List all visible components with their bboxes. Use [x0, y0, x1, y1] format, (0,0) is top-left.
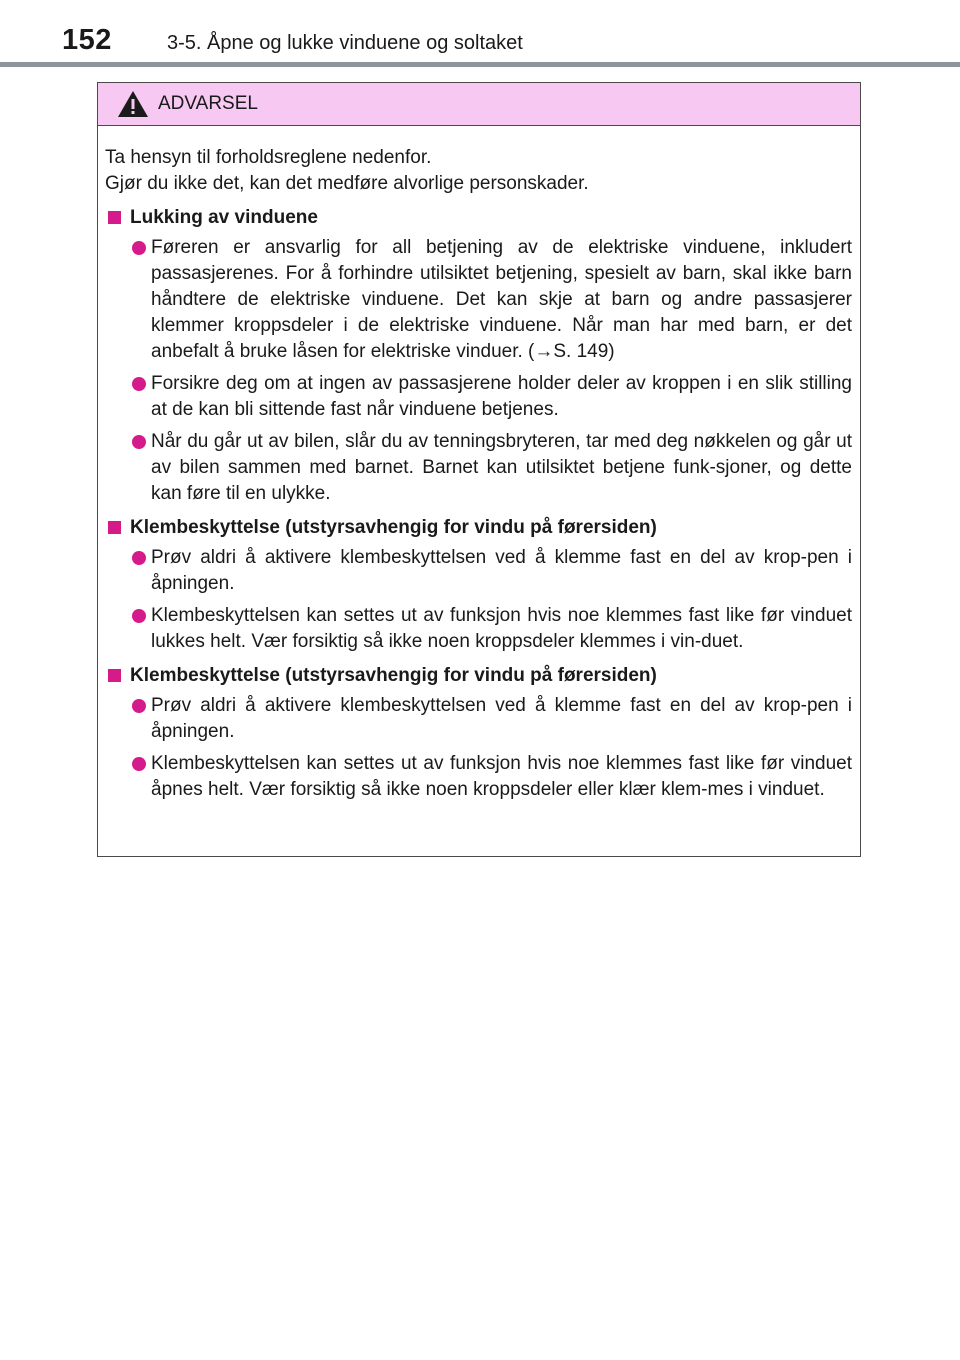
- circle-bullet-icon: [132, 699, 146, 713]
- circle-bullet-icon: [132, 757, 146, 771]
- list-item-text: Klembeskyttelsen kan settes ut av funksjon hvis noe klemmes fast like før vinduet åpnes helt. Vær forsiktig så ikke noen kroppsdeler eller klær klem-mes i vinduet.: [151, 753, 852, 800]
- page-header: [0, 0, 960, 70]
- section-heading: [105, 205, 852, 231]
- warning-box: [97, 82, 861, 857]
- section-jam-protection-opening: [105, 663, 852, 803]
- section-heading-text: Klembeskyttelse (utstyrsavhengig for vindu på førersiden): [130, 517, 657, 538]
- list-item: [105, 371, 852, 423]
- square-bullet-icon: [108, 211, 121, 224]
- warning-label: ADVARSEL: [158, 93, 258, 114]
- circle-bullet-icon: [132, 377, 146, 391]
- section-heading-text: Lukking av vinduene: [130, 207, 318, 228]
- circle-bullet-icon: [132, 551, 146, 565]
- list-item: [105, 429, 852, 507]
- circle-bullet-icon: [132, 435, 146, 449]
- warning-intro: [105, 145, 852, 197]
- list-item: [105, 603, 852, 655]
- list-item: [105, 235, 852, 365]
- warning-header: [98, 83, 860, 126]
- page-number: 152: [62, 24, 112, 56]
- list-item-text: Når du går ut av bilen, slår du av tenningsbryteren, tar med deg nøkkelen og går ut av bilen sammen med barnet. Barnet kan utilsiktet betjene funk-sjoner, og dette kan føre til en ulykke.: [151, 431, 852, 504]
- list-item-text: Forsikre deg om at ingen av passasjerene holder deler av kroppen i en slik stilling at de kan bli sittende fast når vinduene betjenes.: [151, 373, 852, 420]
- square-bullet-icon: [108, 669, 121, 682]
- section-heading-text: Klembeskyttelse (utstyrsavhengig for vindu på førersiden): [130, 665, 657, 686]
- list-item: [105, 751, 852, 803]
- intro-line: Ta hensyn til forholdsreglene nedenfor.: [105, 147, 432, 168]
- section-heading: [105, 515, 852, 541]
- square-bullet-icon: [108, 521, 121, 534]
- section-window-closing: [105, 205, 852, 507]
- warning-body: [98, 126, 860, 803]
- list-item: [105, 693, 852, 745]
- circle-bullet-icon: [132, 241, 146, 255]
- list-item: [105, 545, 852, 597]
- warning-triangle-icon: [116, 89, 150, 119]
- list-item-text: Klembeskyttelsen kan settes ut av funksjon hvis noe klemmes fast like før vinduet lukkes helt. Vær forsiktig så ikke noen kroppsdeler klemmes i vin-duet.: [151, 605, 852, 652]
- intro-line: Gjør du ikke det, kan det medføre alvorlige personskader.: [105, 173, 589, 194]
- circle-bullet-icon: [132, 609, 146, 623]
- list-item-text: Prøv aldri å aktivere klembeskyttelsen ved å klemme fast en del av krop-pen i åpningen.: [151, 547, 852, 594]
- section-heading: [105, 663, 852, 689]
- section-jam-protection-closing: [105, 515, 852, 655]
- list-item-text: Føreren er ansvarlig for all betjening av de elektriske vinduene, inkludert passasjerenes. For å forhindre utilsiktet betjening, spesielt av barn, skal ikke barn håndtere de elektriske vinduene. Det kan skje at barn og andre passasjerer klemmer kroppsdeler i de elektriske vinduene. Når man har med barn, er det anbefalt å bruke låsen for elektriske vinduer. (→S. 149): [151, 237, 852, 362]
- list-item-text: Prøv aldri å aktivere klembeskyttelsen ved å klemme fast en del av krop-pen i åpningen.: [151, 695, 852, 742]
- section-title: 3-5. Åpne og lukke vinduene og soltaket: [167, 32, 523, 54]
- header-rule: [0, 62, 960, 67]
